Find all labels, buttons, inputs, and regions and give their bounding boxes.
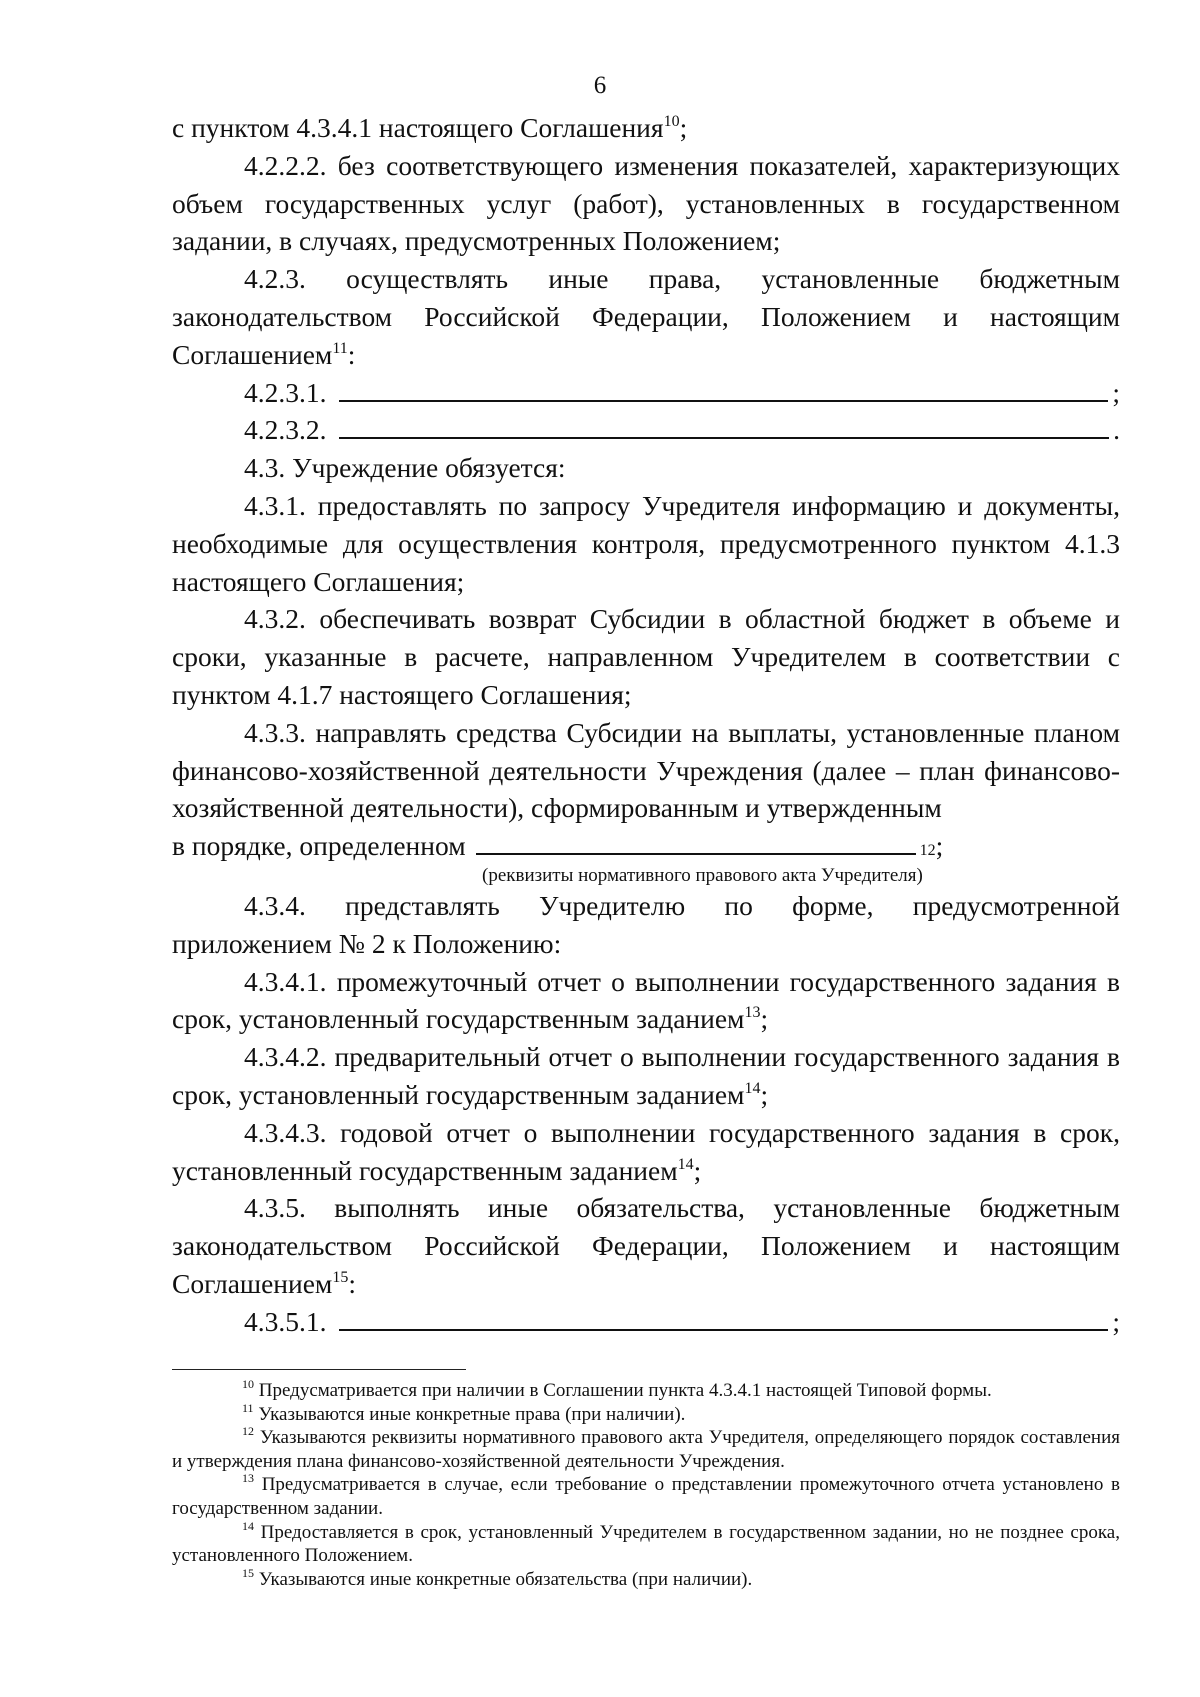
fill-in-blank bbox=[476, 827, 916, 855]
paragraph-text: в порядке, определенном bbox=[172, 830, 466, 862]
paragraph bbox=[172, 887, 1120, 963]
paragraph-text: 4.3.4.1. промежуточный отчет о выполнении государственного задания в срок, установленный государственным заданием bbox=[172, 965, 1120, 1035]
footnote-reference: 10 bbox=[663, 113, 680, 130]
paragraph bbox=[172, 1114, 1120, 1190]
footnote-separator bbox=[172, 1369, 466, 1370]
fill-in-blank bbox=[339, 411, 1110, 439]
footnote-text: Указываются реквизиты нормативного правового акта Учредителя, определяющего порядок составления и утверждения плана финансово-хозяйственной деятельности Учреждения. bbox=[172, 1427, 1121, 1472]
clause-punctuation: ; bbox=[760, 1078, 769, 1110]
footnote-number: 11 bbox=[242, 1400, 254, 1415]
paragraph-text: 4.3.4. представлять Учредителю по форме, предусмотренной приложением № 2 к Положению: bbox=[172, 889, 1120, 959]
paragraph bbox=[172, 487, 1120, 600]
clause-punctuation: : bbox=[348, 1267, 356, 1299]
footnote-text: Предоставляется в срок, установленный Учредителем в государственном задании, но не позднее срока, установленного Положением. bbox=[172, 1521, 1120, 1567]
paragraph-text: 4.3.3. направлять средства Субсидии на выплаты, установленные планом финансово-хозяйственной деятельности Учреждения (далее – план финансово-хозяйственной деятельности), сформированным и утвержденным bbox=[172, 716, 1120, 824]
paragraph bbox=[172, 147, 1120, 260]
clause-punctuation: ; bbox=[935, 830, 944, 862]
clause-punctuation: ; bbox=[1112, 376, 1120, 408]
footnote-reference: 13 bbox=[744, 1004, 761, 1022]
page-number: 6 bbox=[593, 72, 607, 99]
footnote-number: 10 bbox=[242, 1377, 254, 1391]
paragraph bbox=[172, 1189, 1120, 1302]
footnote-number: 15 bbox=[242, 1565, 254, 1580]
blank-clause-line bbox=[172, 374, 1120, 412]
paragraph-text: 4.3.4.3. годовой отчет о выполнении государственного задания в срок, установленный государственным заданием bbox=[172, 1116, 1120, 1186]
paragraph bbox=[172, 963, 1120, 1039]
paragraph-text: 4.3.4.2. предварительный отчет о выполнении государственного задания в срок, установленный государственным заданием bbox=[172, 1041, 1120, 1110]
clause-punctuation: ; bbox=[1112, 1305, 1120, 1337]
paragraph-text: 4.2.3. осуществлять иные права, установленные бюджетным законодательством Российской Федерации, Положением и настоящим Соглашением bbox=[172, 263, 1120, 370]
footnote-reference: 11 bbox=[332, 339, 348, 357]
footnote bbox=[172, 1518, 1120, 1568]
clause-number: 4.2.3.2. bbox=[244, 414, 327, 446]
fill-in-blank bbox=[339, 374, 1109, 402]
paragraph-text: 4.2.2.2. без соответствующего изменения показателей, характеризующих объем государственных услуг (работ), установленных в государственном задании, в случаях, предусмотренных Положением; bbox=[172, 149, 1120, 257]
footnote-text: Указываются иные конкретные права (при наличии). bbox=[258, 1403, 686, 1425]
clause-punctuation: . bbox=[1113, 414, 1120, 446]
footnotes bbox=[172, 1379, 1120, 1591]
paragraph bbox=[172, 714, 1120, 827]
clause-punctuation: ; bbox=[679, 112, 688, 143]
blank-clause-line bbox=[172, 1303, 1120, 1341]
footnote-reference: 14 bbox=[744, 1079, 761, 1097]
footnote bbox=[172, 1379, 1120, 1403]
footnote-text: Указываются иные конкретные обязательства (при наличии). bbox=[258, 1568, 753, 1590]
footnote bbox=[172, 1473, 1120, 1520]
paragraph-text: 4.3.1. предоставлять по запросу Учредителя информацию и документы, необходимые для осуществления контроля, предусмотренного пунктом 4.1.3 настоящего Соглашения; bbox=[172, 489, 1120, 597]
paragraph-text: 4.3. Учреждение обязуется: bbox=[244, 452, 566, 484]
clause-punctuation: ; bbox=[693, 1154, 702, 1186]
footnote-reference: 14 bbox=[677, 1155, 694, 1173]
fill-in-blank bbox=[339, 1303, 1109, 1331]
footnote bbox=[172, 1426, 1120, 1473]
paragraph bbox=[172, 1038, 1120, 1114]
paragraph-text: 4.3.5. выполнять иные обязательства, установленные бюджетным законодательством Российской Федерации, Положением и настоящим Соглашением bbox=[172, 1192, 1120, 1299]
clause-number: 4.3.5.1. bbox=[244, 1305, 327, 1337]
footnote-reference: 15 bbox=[332, 1268, 349, 1286]
clause-punctuation: : bbox=[347, 338, 356, 370]
clause-number: 4.2.3.1. bbox=[244, 376, 327, 408]
footnote bbox=[172, 1400, 1120, 1427]
footnote-text: Предусматривается при наличии в Соглашении пункта 4.3.4.1 настоящей Типовой формы. bbox=[258, 1380, 992, 1401]
paragraph bbox=[172, 260, 1120, 373]
document-body bbox=[172, 109, 1120, 1341]
footnote-number: 13 bbox=[242, 1471, 254, 1486]
footnote-number: 14 bbox=[242, 1518, 254, 1533]
inline-blank-line: в порядке, определенном 12 ; bbox=[172, 827, 1120, 865]
paragraph-text: 4.3.2. обеспечивать возврат Субсидии в областной бюджет в объеме и сроки, указанные в расчете, направленном Учредителем в соответствии с пунктом 4.1.7 настоящего Соглашения; bbox=[172, 603, 1120, 710]
footnote-text: Предусматривается в случае, если требование о представлении промежуточного отчета установлено в государственном задании. bbox=[172, 1474, 1120, 1519]
blank-clause-line bbox=[172, 411, 1120, 449]
footnote bbox=[172, 1565, 1120, 1592]
blank-caption: (реквизиты нормативного правового акта Учредителя) bbox=[482, 864, 923, 886]
paragraph bbox=[172, 109, 1120, 147]
footnote-number: 12 bbox=[242, 1424, 254, 1439]
paragraph bbox=[172, 600, 1120, 713]
clause-punctuation: ; bbox=[760, 1003, 769, 1035]
paragraph bbox=[172, 449, 1120, 487]
paragraph-text: с пунктом 4.3.4.1 настоящего Соглашения bbox=[172, 112, 664, 143]
